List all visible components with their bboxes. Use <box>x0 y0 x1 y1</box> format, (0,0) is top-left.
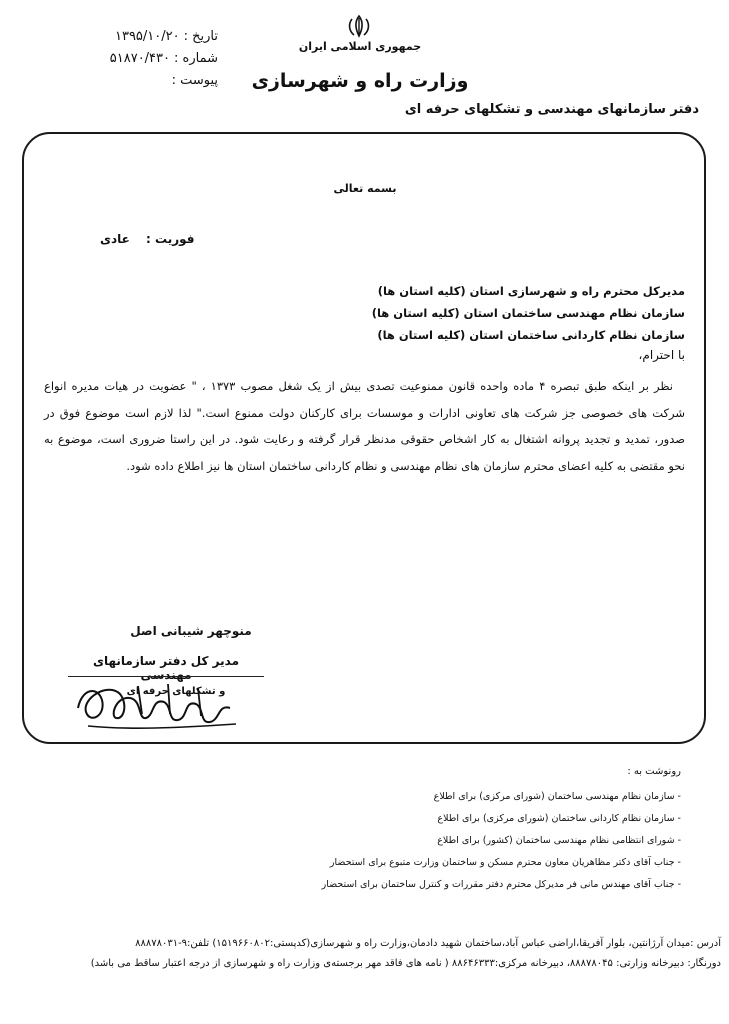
attachment-row <box>58 70 218 92</box>
date-value: ۱۳۹۵/۱۰/۲۰ <box>114 29 180 44</box>
cc-item: - سازمان نظام مهندسی ساختمان (شورای مرکزی) برای اطلاع <box>433 791 681 802</box>
office-title: دفتر سازمانهای مهندسی و تشکلهای حرفه ای <box>404 102 699 117</box>
signer-name: منوچهر شیبانی اصل <box>130 624 252 638</box>
cc-label: رونوشت به : <box>627 766 681 777</box>
urgency <box>100 232 195 246</box>
number-label: شماره : <box>174 51 218 66</box>
urgency-value: عادی <box>100 232 130 246</box>
republic-title: جمهوری اسلامی ایران <box>298 40 422 53</box>
handwritten-signature <box>68 668 248 738</box>
letter-meta <box>58 26 218 92</box>
ministry-title: وزارت راه و شهرسازی <box>251 70 469 92</box>
signer-title-line2: و تشکلهای حرفه ای <box>126 686 226 697</box>
number-value: ۵۱۸۷۰/۴۳۰ <box>109 51 171 66</box>
recipient-line: مدیرکل محترم راه و شهرسازی استان (کلیه استان ها) <box>377 284 685 298</box>
cc-item: - جناب آقای مهندس مانی فر مدیرکل محترم دفتر مقررات و کنترل ساختمان برای استحضار <box>321 879 681 890</box>
footer-address: آدرس :میدان آرژانتین، بلوار آفریقا،اراضی عباس آباد،ساختمان شهید دادمان،وزارت راه و شهرسازی(کدپستی:۱۵۱۹۶۶۰۸۰۲) تلفن:۹-۸۸۸۷۸۰۳۱ <box>135 938 721 949</box>
cc-item: - شورای انتظامی نظام مهندسی ساختمان (کشور) برای اطلاع <box>437 835 681 846</box>
letter-body: نظر بر اینکه طبق تبصره ۴ ماده واحده قانون ممنوعیت تصدی بیش از یک شغل مصوب ۱۳۷۳ ، " عضویت در هیات مدیره انواع شرکت های خصوصی جز شرکت های تعاونی ادارات و موسسات برای کارکنان دولت ممنوع است." لذا لازم است موضوع فوق در صدور، تمدید و تجدید پروانه اشتغال به کار اشخاص حقوقی مدنظر قرار گرفته و رعایت شود. در این راستا ضروری است، موضوع به نحو مقتضی به کلیه اعضای محترم سازمان های نظام مهندسی و نظام کاردانی ساختمان استان ها نیز اطلاع داده شود. <box>44 379 685 473</box>
iran-emblem-icon <box>345 14 373 38</box>
recipient-line: سازمان نظام مهندسی ساختمان استان (کلیه استان ها) <box>371 306 685 320</box>
footer-fax: دورنگار: دبیرخانه وزارتی: ۸۸۸۷۸۰۴۵، دبیرخانه مرکزی:۸۸۶۴۶۳۳۳ ( نامه های فاقد مهر برجسته‌ی وزارت راه و شهرسازی از درجه اعتبار ساقط می باشد) <box>90 958 721 969</box>
signer-title: مدیر کل دفتر سازمانهای مهندسی <box>92 654 239 682</box>
cc-item: - سازمان نظام کاردانی ساختمان (شورای مرکزی) برای اطلاع <box>437 813 681 824</box>
attachment-label: پیوست : <box>171 73 218 88</box>
urgency-label: فوریت : <box>146 232 195 246</box>
number-row <box>58 48 218 70</box>
recipients <box>372 280 685 346</box>
date-label: تاریخ : <box>183 29 218 44</box>
basmala: بسمه تعالی <box>333 182 397 195</box>
salutation: با احترام، <box>638 348 685 362</box>
recipient-line: سازمان نظام کاردانی ساختمان استان (کلیه استان ها) <box>377 328 685 342</box>
footer <box>6 934 721 974</box>
cc-item: - جناب آقای دکتر مظاهریان معاون محترم مسکن و ساختمان وزارت متبوع برای استحضار <box>329 857 681 868</box>
cc-list <box>322 786 681 896</box>
date-row <box>58 26 218 48</box>
